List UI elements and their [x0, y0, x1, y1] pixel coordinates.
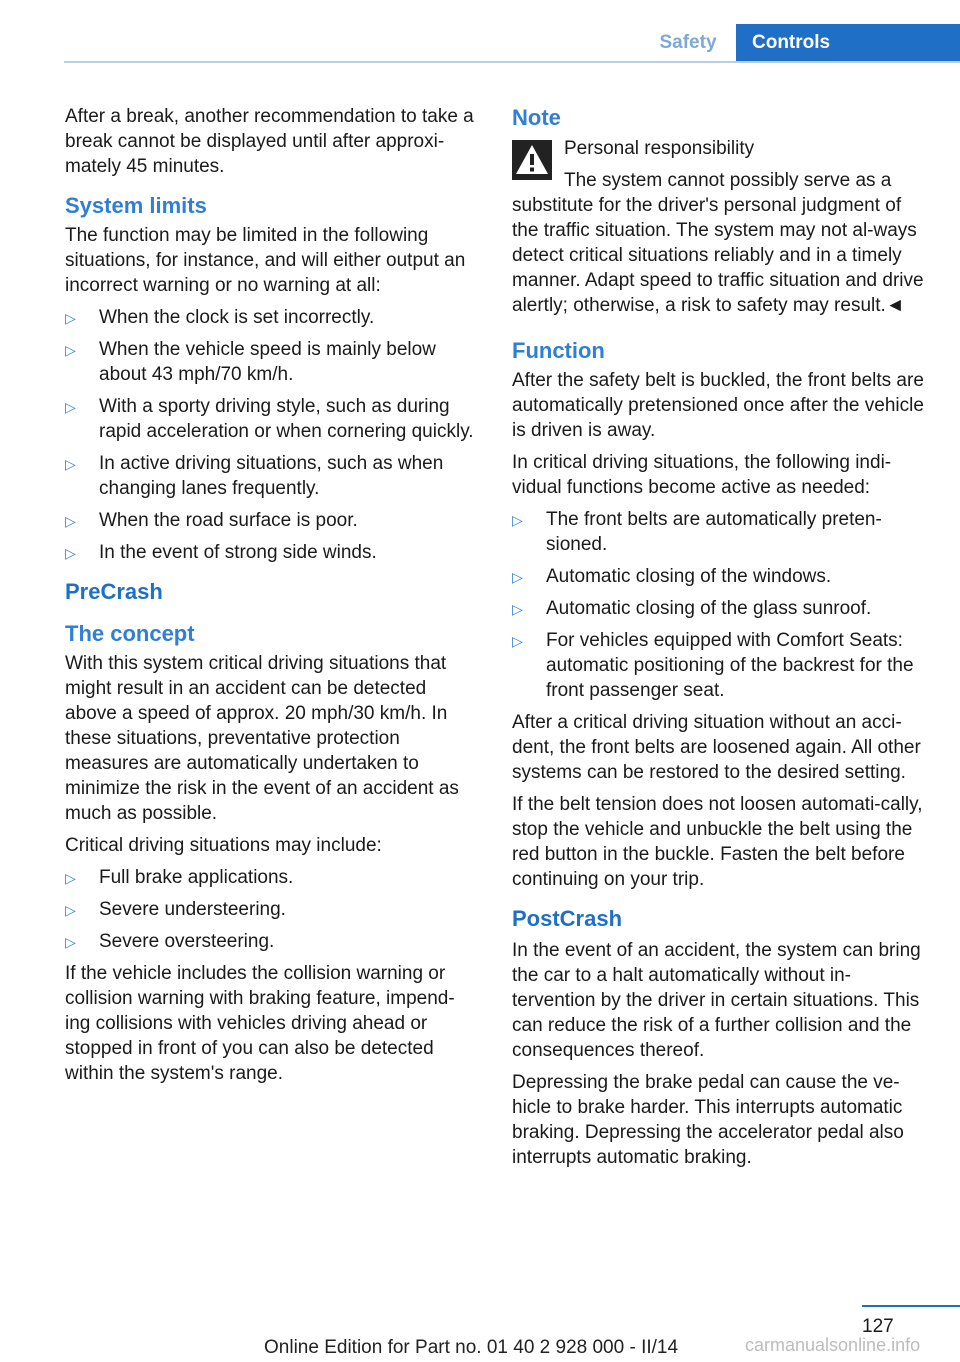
collision-paragraph: If the vehicle includes the collision warning or collision warning with braking feature, impend‐ing collisions with vehicles driving ahead or stopped in front of you can also be detected within the system's range.	[65, 963, 455, 1084]
warning-triangle-icon	[512, 140, 552, 180]
list-item: ▷ Automatic closing of the windows.	[512, 564, 930, 589]
list-item: ▷ For vehicles equipped with Comfort Seats: automatic positioning of the backrest for the front passenger seat.	[512, 630, 914, 701]
list-item: ▷ Severe understeering.	[65, 897, 479, 922]
postcrash-paragraph-1: In the event of an accident, the system can bring the car to a halt automatically without in‐tervention by the driver in certain situations. This can reduce the risk of a further collision and the consequences thereof.	[512, 940, 921, 1061]
section-tabs	[640, 24, 960, 62]
tab-safety[interactable]: Safety	[659, 32, 717, 53]
note-box	[512, 136, 930, 318]
system-limits-heading: System limits	[65, 193, 207, 218]
concept-paragraph: With this system critical driving situations that might result in an accident can be detected above a speed of approx. 20 mph/30 km/h. In these situations, preventative protection measures are automatically undertaken to minimize the risk in the event of an accident as much as possible.	[65, 653, 459, 824]
bullet-triangle-icon: ▷	[512, 633, 523, 649]
bullet-triangle-icon: ▷	[65, 342, 76, 358]
precrash-heading: PreCrash	[65, 579, 163, 604]
function-paragraph-3: After a critical driving situation without an acci‐dent, the front belts are loosened again. All other systems can be restored to the desired setting.	[512, 712, 921, 783]
bullet-triangle-icon: ▷	[65, 870, 76, 886]
function-heading: Function	[512, 338, 605, 363]
function-paragraph-2: In critical driving situations, the following indi‐vidual functions become active as needed:	[512, 452, 892, 498]
list-item: ▷ With a sporty driving style, such as during rapid acceleration or when cornering quickly.	[65, 396, 474, 442]
note-text: The system cannot possibly serve as a substitute for the driver's personal judgment of the traffic situation. The system may not al‐ways detect critical situations reliably and in a timely manner. Adapt speed to traffic situation and drive alertly; otherwise, a risk to safety may result.◄	[512, 170, 924, 316]
footer-rule	[862, 1305, 960, 1307]
postcrash-paragraph-2: Depressing the brake pedal can cause the ve‐hicle to brake harder. This interrupts automatic braking. Depressing the accelerator pedal also interrupts automatic braking.	[512, 1072, 904, 1168]
system-limits-intro: The function may be limited in the following situations, for instance, and will either output an incorrect warning or no warning at all:	[65, 225, 466, 296]
bullet-triangle-icon: ▷	[512, 601, 523, 617]
note-heading: Note	[512, 105, 561, 130]
bullet-triangle-icon: ▷	[65, 902, 76, 918]
list-item: ▷ When the clock is set incorrectly.	[65, 305, 479, 330]
concept-heading: The concept	[65, 621, 195, 646]
list-item: ▷ In active driving situations, such as when changing lanes frequently.	[65, 453, 444, 499]
bullet-triangle-icon: ▷	[65, 456, 76, 472]
bullet-triangle-icon: ▷	[65, 399, 76, 415]
bullet-triangle-icon: ▷	[65, 513, 76, 529]
left-column	[65, 104, 479, 1093]
bullet-triangle-icon: ▷	[512, 512, 523, 528]
list-item: ▷ When the vehicle speed is mainly below about 43 mph/70 km/h.	[65, 339, 436, 385]
break-paragraph: After a break, another recommendation to take a break cannot be displayed until after approxi‐mately 45 minutes.	[65, 106, 474, 177]
list-item: ▷ Full brake applications.	[65, 865, 479, 890]
system-limits-list	[65, 305, 479, 565]
list-item: ▷ In the event of strong side winds.	[65, 540, 479, 565]
page-number: 127	[862, 1316, 894, 1337]
postcrash-heading: PostCrash	[512, 906, 623, 931]
bullet-triangle-icon: ▷	[65, 545, 76, 561]
bullet-triangle-icon: ▷	[65, 934, 76, 950]
critical-situations-list	[65, 865, 479, 954]
watermark: carmanualsonline.info	[745, 1335, 921, 1355]
note-title: Personal responsibility	[564, 138, 755, 159]
right-column	[512, 104, 930, 1177]
critical-intro: Critical driving situations may include:	[65, 835, 382, 856]
list-item: ▷ When the road surface is poor.	[65, 508, 479, 533]
list-item: ▷ Automatic closing of the glass sunroof.	[512, 596, 930, 621]
header-rule	[64, 61, 960, 63]
function-list	[512, 507, 930, 703]
footer-edition: Online Edition for Part no. 01 40 2 928 000 - II/14	[264, 1337, 679, 1358]
bullet-triangle-icon: ▷	[512, 569, 523, 585]
list-item: ▷ Severe oversteering.	[65, 929, 479, 954]
tab-controls[interactable]: Controls	[736, 24, 960, 62]
bullet-triangle-icon: ▷	[65, 310, 76, 326]
function-paragraph-1: After the safety belt is buckled, the front belts are automatically pretensioned once after the vehicle is driven is away.	[512, 370, 924, 441]
list-item: ▷ The front belts are automatically preten‐sioned.	[512, 509, 882, 555]
function-paragraph-4: If the belt tension does not loosen automati‐cally, stop the vehicle and unbuckle the belt using the red button in the buckle. Fasten the belt before continuing on your trip.	[512, 794, 923, 890]
